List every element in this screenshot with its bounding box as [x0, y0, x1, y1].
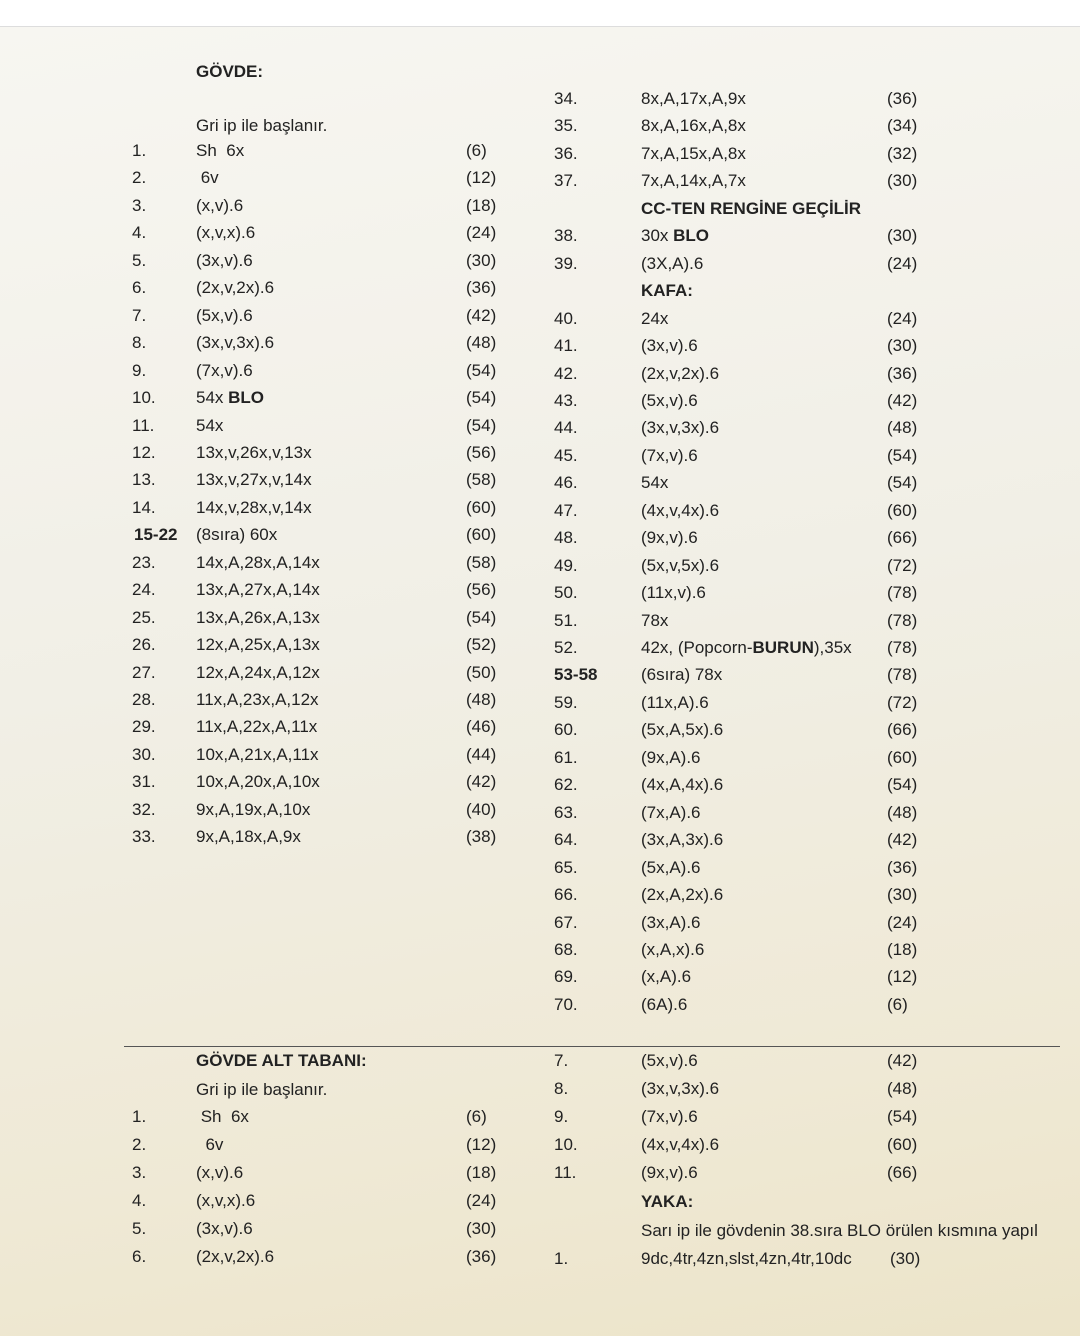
- row-stitch-count: (46): [466, 717, 497, 737]
- pattern-row: [0, 1103, 1080, 1131]
- row-number: 34.: [554, 89, 578, 108]
- pattern-row: [0, 524, 1080, 552]
- row-stitch-count: (48): [887, 802, 918, 822]
- row-number: 1.: [554, 1249, 569, 1268]
- row-number: 47.: [554, 500, 578, 520]
- row-stitch-count: (30): [887, 336, 918, 356]
- row-instruction: (3X,A).6: [641, 253, 704, 273]
- row-stitch-count: (30): [887, 885, 918, 905]
- row-number: 12.: [132, 442, 156, 462]
- row-instruction: [641, 222, 709, 250]
- row-stitch-count: (36): [887, 857, 918, 877]
- row-stitch-count: (56): [466, 442, 497, 462]
- pattern-row: [0, 909, 1080, 937]
- row-stitch-count: (50): [466, 662, 497, 682]
- row-instruction: (x,v).6: [196, 195, 244, 215]
- row-stitch-count: (60): [466, 497, 497, 517]
- row-number: 67.: [554, 912, 578, 932]
- row-number: 38.: [554, 226, 578, 246]
- row-stitch-count: (66): [887, 528, 918, 548]
- bold-term: BURUN: [752, 638, 814, 657]
- color-change-heading: CC-TEN RENGİNE GEÇİLİR: [641, 198, 862, 218]
- row-stitch-count: (36): [887, 363, 918, 383]
- row-number: 60.: [554, 720, 578, 740]
- row-stitch-count: (54): [887, 473, 918, 493]
- row-stitch-count: (52): [466, 635, 497, 655]
- row-number: 43.: [554, 390, 578, 410]
- row-stitch-count: (42): [466, 772, 497, 792]
- row-instruction: (5x,v).6: [641, 390, 698, 410]
- row-instruction: 11x,A,22x,A,11x: [196, 717, 318, 737]
- row-stitch-count: (24): [466, 1191, 497, 1210]
- row-instruction: (7x,v).6: [641, 1107, 698, 1126]
- row-instruction: (9x,A).6: [641, 747, 701, 767]
- row-instruction: 14x,A,28x,A,14x: [196, 552, 320, 572]
- base-note: Gri ip ile başlanır.: [196, 1080, 328, 1099]
- row-number: 3.: [132, 195, 147, 215]
- row-instruction: 11x,A,23x,A,12x: [196, 690, 319, 709]
- row-stitch-count: (34): [887, 116, 918, 136]
- row-number: 2.: [132, 1135, 147, 1154]
- row-number: 42.: [554, 363, 578, 383]
- pattern-row: [0, 140, 1080, 168]
- pattern-row: [0, 689, 1080, 717]
- row-instruction: (5x,v,5x).6: [641, 555, 720, 575]
- row-stitch-count: (78): [887, 610, 918, 630]
- pattern-row: [0, 305, 1080, 333]
- row-instruction: 13x,v,26x,v,13x: [196, 442, 312, 462]
- row-stitch-count: (30): [890, 1249, 921, 1268]
- bold-term: BLO: [228, 388, 265, 408]
- pattern-row: [0, 250, 1080, 278]
- row-instruction: 78x: [641, 610, 669, 630]
- row-instruction: (6sıra) 78x: [641, 665, 723, 685]
- row-number: 26.: [132, 635, 156, 655]
- row-instruction: (5x,A,5x).6: [641, 720, 724, 740]
- row-instruction: (6A).6: [641, 994, 688, 1014]
- row-number: 5.: [132, 1219, 147, 1238]
- row-number: 44.: [554, 418, 578, 438]
- row-number: 11.: [554, 1163, 577, 1182]
- collar-heading-line: [0, 1188, 1080, 1216]
- row-instruction: (3x,v,3x).6: [196, 333, 275, 353]
- row-stitch-count: (36): [466, 1247, 497, 1266]
- base-heading: GÖVDE ALT TABANI:: [196, 1051, 367, 1070]
- row-instruction: 7x,A,15x,A,8x: [641, 143, 746, 163]
- pattern-row: [0, 360, 1080, 388]
- row-instruction: 9x,A,18x,A,9x: [196, 827, 301, 847]
- row-stitch-count: (60): [887, 747, 918, 767]
- row-instruction: (2x,A,2x).6: [641, 885, 724, 905]
- row-number: 69.: [554, 967, 578, 987]
- row-instruction: (x,v,x).6: [196, 223, 256, 243]
- pattern-row: [0, 854, 1080, 882]
- row-number: 53-58: [554, 665, 598, 685]
- row-number: 65.: [554, 857, 578, 877]
- row-stitch-count: (24): [887, 308, 918, 328]
- row-instruction: Sh 6x: [196, 141, 245, 160]
- row-stitch-count: (12): [466, 168, 497, 188]
- row-instruction: (5x,A).6: [641, 857, 701, 877]
- row-number: 7.: [132, 305, 147, 325]
- pattern-row: [0, 1047, 1080, 1075]
- pattern-row: [0, 497, 1080, 525]
- row-number: 62.: [554, 775, 578, 795]
- row-number: 27.: [132, 662, 156, 682]
- row-instruction: 8x,A,16x,A,8x: [641, 116, 746, 136]
- instruction-part: 54x: [196, 388, 229, 408]
- row-number: 1.: [132, 141, 147, 160]
- row-stitch-count: (60): [887, 500, 918, 520]
- row-instruction: 13x,A,26x,A,13x: [196, 607, 320, 627]
- collar-heading: YAKA:: [641, 1192, 694, 1211]
- row-number: 31.: [132, 772, 156, 792]
- row-stitch-count: (42): [887, 390, 918, 410]
- row-stitch-count: (66): [887, 720, 918, 740]
- row-stitch-count: (32): [887, 143, 918, 163]
- row-stitch-count: (60): [887, 1135, 918, 1154]
- collar-note: Sarı ip ile gövdenin 38.sıra BLO örülen kısmına yapıl: [641, 1221, 1038, 1240]
- pattern-row: [0, 936, 1080, 964]
- row-instruction: 9x,A,19x,A,10x: [196, 799, 311, 819]
- row-instruction: (9x,v).6: [641, 528, 698, 548]
- pattern-row: [0, 85, 1080, 113]
- pattern-row: [0, 387, 1080, 415]
- row-instruction: (3x,v,3x).6: [641, 418, 720, 438]
- pattern-row: [0, 799, 1080, 827]
- row-number: 10.: [132, 388, 156, 408]
- row-number: 32.: [132, 799, 156, 819]
- row-number: 1.: [132, 1107, 147, 1126]
- row-stitch-count: (54): [466, 360, 497, 380]
- row-number: 36.: [554, 143, 578, 163]
- row-stitch-count: (18): [466, 195, 497, 215]
- row-stitch-count: (66): [887, 1163, 918, 1182]
- pattern-row: [0, 332, 1080, 360]
- instruction-part: 42x, (Popcorn-: [641, 638, 753, 657]
- pattern-row: [0, 1159, 1080, 1187]
- row-number: 70.: [554, 994, 578, 1014]
- top-bar: [0, 0, 1080, 27]
- pattern-row: [0, 963, 1080, 991]
- row-instruction: (9x,v).6: [641, 1163, 698, 1182]
- pattern-row: [0, 469, 1080, 497]
- row-instruction: 9dc,4tr,4zn,slst,4zn,4tr,10dc: [641, 1249, 852, 1268]
- color-change-line: [0, 195, 1080, 223]
- row-number: 9.: [132, 360, 147, 380]
- row-stitch-count: (54): [887, 1107, 918, 1126]
- row-stitch-count: (42): [466, 305, 497, 325]
- row-stitch-count: (12): [887, 967, 918, 987]
- row-number: 61.: [554, 747, 578, 767]
- row-stitch-count: (24): [887, 912, 918, 932]
- row-instruction: (5x,v).6: [641, 1051, 698, 1070]
- row-number: 39.: [554, 253, 578, 273]
- pattern-row: [0, 112, 1080, 140]
- body-heading: GÖVDE:: [196, 62, 264, 81]
- bold-term: BLO: [673, 226, 710, 246]
- row-instruction: 6v: [196, 1135, 224, 1154]
- row-number: 48.: [554, 528, 578, 548]
- row-number: 5.: [132, 250, 147, 270]
- body-note: Gri ip ile başlanır.: [196, 116, 328, 135]
- row-instruction: 12x,A,25x,A,13x: [196, 635, 320, 655]
- row-number: 40.: [554, 308, 578, 328]
- row-stitch-count: (54): [887, 445, 918, 465]
- row-instruction: (3x,v,3x).6: [641, 1079, 720, 1098]
- row-instruction: (5x,v).6: [196, 305, 253, 325]
- row-instruction: (x,A).6: [641, 967, 692, 987]
- row-stitch-count: (72): [887, 692, 918, 712]
- row-number: 68.: [554, 939, 578, 959]
- row-number: 14.: [132, 497, 156, 517]
- row-number: 29.: [132, 717, 156, 737]
- pattern-row: [0, 579, 1080, 607]
- row-number: 23.: [132, 552, 156, 572]
- row-instruction: (7x,v).6: [641, 445, 698, 465]
- row-number: 8.: [554, 1079, 569, 1098]
- row-stitch-count: (54): [466, 388, 497, 408]
- row-number: 46.: [554, 473, 578, 493]
- row-number: 35.: [554, 116, 578, 136]
- row-instruction: 54x: [641, 473, 669, 493]
- row-number: 64.: [554, 830, 578, 850]
- row-stitch-count: (72): [887, 555, 918, 575]
- pattern-row: [0, 744, 1080, 772]
- row-number: 41.: [554, 336, 578, 356]
- row-number: 4.: [132, 1191, 147, 1210]
- row-number: 10.: [554, 1135, 578, 1154]
- row-instruction: 14x,v,28x,v,14x: [196, 497, 312, 517]
- pattern-row: [0, 991, 1080, 1019]
- row-instruction: (11x,v).6: [641, 583, 706, 603]
- instruction-part: ),35x: [813, 638, 852, 657]
- pattern-row: [0, 716, 1080, 744]
- head-heading-line: [0, 277, 1080, 305]
- pattern-row: [0, 222, 1080, 250]
- row-stitch-count: (24): [466, 223, 497, 243]
- pattern-row: [0, 771, 1080, 799]
- row-stitch-count: (48): [466, 333, 497, 353]
- row-stitch-count: (6): [466, 141, 487, 160]
- row-number: 33.: [132, 827, 156, 847]
- row-instruction: 10x,A,21x,A,11x: [196, 744, 319, 764]
- row-stitch-count: (48): [887, 418, 918, 438]
- row-instruction: (11x,A).6: [641, 692, 709, 712]
- row-stitch-count: (54): [887, 775, 918, 795]
- row-number: 3.: [132, 1163, 147, 1182]
- row-number: 66.: [554, 885, 578, 905]
- row-stitch-count: (24): [887, 253, 918, 273]
- row-stitch-count: (12): [466, 1135, 497, 1154]
- row-number: 52.: [554, 638, 578, 657]
- row-number: 51.: [554, 610, 578, 630]
- row-stitch-count: (54): [466, 415, 497, 435]
- row-stitch-count: (38): [466, 827, 497, 847]
- row-number: 6.: [132, 1247, 147, 1266]
- body-heading-line: [0, 58, 1080, 86]
- row-stitch-count: (54): [466, 607, 497, 627]
- row-instruction: (3x,v).6: [196, 1219, 253, 1238]
- row-stitch-count: (36): [466, 278, 497, 298]
- pattern-row: [0, 552, 1080, 580]
- row-instruction: [641, 634, 852, 662]
- row-number: 50.: [554, 583, 578, 603]
- pattern-row: [0, 167, 1080, 195]
- row-instruction: (x,v).6: [196, 1163, 244, 1182]
- pattern-row: [0, 442, 1080, 470]
- row-number: 45.: [554, 445, 578, 465]
- collar-note-line: [0, 1217, 1080, 1245]
- row-stitch-count: (58): [466, 552, 497, 572]
- row-stitch-count: (78): [887, 583, 918, 603]
- row-stitch-count: (58): [466, 470, 497, 490]
- row-number: 59.: [554, 692, 578, 712]
- row-stitch-count: (56): [466, 580, 497, 600]
- head-heading: KAFA:: [641, 281, 693, 301]
- row-number: 13.: [132, 470, 156, 490]
- row-number: 25.: [132, 607, 156, 627]
- row-instruction: 8x,A,17x,A,9x: [641, 89, 746, 108]
- row-number: 37.: [554, 171, 578, 191]
- row-stitch-count: (18): [466, 1163, 497, 1182]
- row-instruction: 6v: [196, 168, 219, 188]
- row-instruction: (3x,A).6: [641, 912, 701, 932]
- collar-row: [0, 1245, 1080, 1273]
- row-number: 49.: [554, 555, 578, 575]
- pattern-row: [0, 826, 1080, 854]
- pattern-row: [0, 634, 1080, 662]
- row-instruction: (2x,v,2x).6: [196, 1247, 275, 1266]
- row-instruction: (3x,v).6: [641, 336, 698, 356]
- row-number: 28.: [132, 690, 156, 709]
- row-number: 30.: [132, 744, 156, 764]
- row-instruction: (4x,A,4x).6: [641, 775, 724, 795]
- row-instruction: (3x,v).6: [196, 250, 253, 270]
- row-number: 11.: [132, 415, 155, 435]
- row-number: 9.: [554, 1107, 569, 1126]
- row-instruction: Sh 6x: [196, 1107, 249, 1126]
- row-stitch-count: (78): [887, 638, 918, 657]
- row-stitch-count: (40): [466, 799, 497, 819]
- row-number: 63.: [554, 802, 578, 822]
- row-instruction: 13x,v,27x,v,14x: [196, 470, 312, 490]
- pattern-row: [0, 607, 1080, 635]
- row-stitch-count: (48): [466, 690, 497, 709]
- row-stitch-count: (30): [466, 250, 497, 270]
- row-number: 6.: [132, 278, 147, 298]
- row-stitch-count: (78): [887, 665, 918, 685]
- pattern-row: [0, 1075, 1080, 1103]
- row-stitch-count: (42): [887, 1051, 918, 1070]
- row-number: 4.: [132, 223, 147, 243]
- row-instruction: (2x,v,2x).6: [196, 278, 275, 298]
- row-stitch-count: (6): [887, 994, 908, 1014]
- row-stitch-count: (60): [466, 525, 497, 545]
- row-instruction: (4x,v,4x).6: [641, 1135, 720, 1154]
- row-stitch-count: (6): [466, 1107, 487, 1126]
- pattern-row: [0, 1131, 1080, 1159]
- row-stitch-count: (44): [466, 744, 497, 764]
- row-instruction: (x,v,x).6: [196, 1191, 256, 1210]
- row-instruction: (x,A,x).6: [641, 939, 705, 959]
- row-stitch-count: (36): [887, 89, 918, 108]
- row-number: 8.: [132, 333, 147, 353]
- row-instruction: (7x,v).6: [196, 360, 253, 380]
- row-instruction: (2x,v,2x).6: [641, 363, 720, 383]
- row-instruction: (3x,A,3x).6: [641, 830, 724, 850]
- row-instruction: (4x,v,4x).6: [641, 500, 720, 520]
- pattern-row: [0, 414, 1080, 442]
- row-number: 24.: [132, 580, 156, 600]
- row-number: 7.: [554, 1051, 569, 1070]
- row-stitch-count: (30): [887, 171, 918, 191]
- row-instruction: 54x: [196, 415, 224, 435]
- row-stitch-count: (18): [887, 939, 918, 959]
- pattern-row: [0, 881, 1080, 909]
- row-instruction: 12x,A,24x,A,12x: [196, 662, 320, 682]
- row-instruction: (7x,A).6: [641, 802, 701, 822]
- instruction-part: 30x: [641, 226, 674, 246]
- row-number: 2.: [132, 168, 147, 188]
- pattern-row: [0, 661, 1080, 689]
- row-instruction: 24x: [641, 308, 669, 328]
- row-stitch-count: (42): [887, 830, 918, 850]
- row-stitch-count: (30): [887, 226, 918, 246]
- row-number: 15-22: [134, 525, 178, 545]
- row-instruction: 7x,A,14x,A,7x: [641, 171, 746, 191]
- row-instruction: 10x,A,20x,A,10x: [196, 772, 320, 792]
- row-stitch-count: (48): [887, 1079, 918, 1098]
- row-instruction: (8sıra) 60x: [196, 525, 278, 545]
- row-stitch-count: (30): [466, 1219, 497, 1238]
- row-instruction: 13x,A,27x,A,14x: [196, 580, 320, 600]
